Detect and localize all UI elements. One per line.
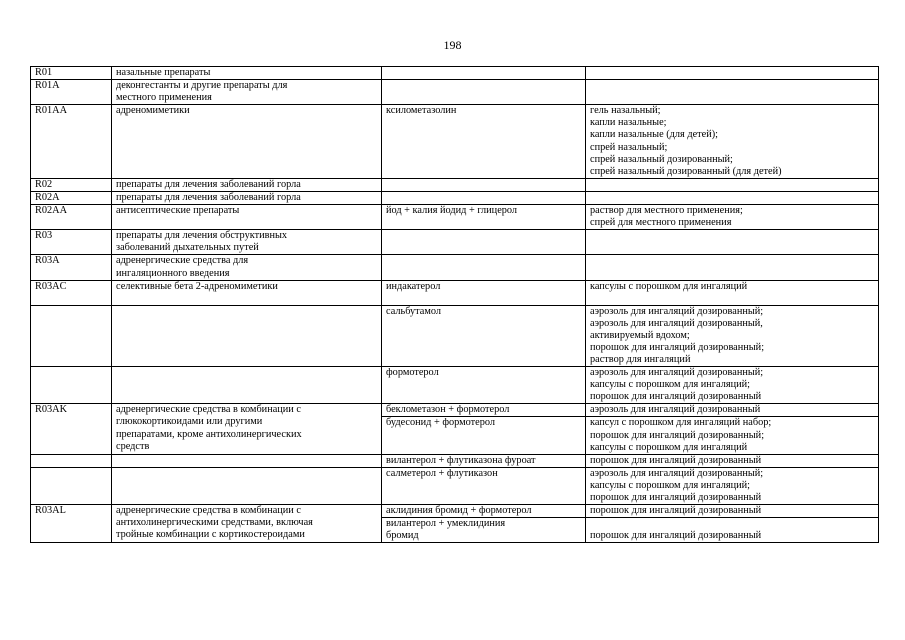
table-row [31,404,879,417]
dosage-form-cell: аэрозоль для ингаляций дозированный [586,404,879,417]
table-row [31,280,879,305]
drug-name-cell: йод + калия йодид + глицерол [382,205,586,230]
dosage-form-cell: аэрозоль для ингаляций дозированный; аэрозоль для ингаляций дозированный, активируемый вдохом; порошок для ингаляций дозированный; раствор для ингаляций [586,305,879,366]
dosage-form-cell [586,191,879,204]
drug-name-cell: будесонид + формотерол [382,417,586,454]
group-name-cell: назальные препараты [112,67,382,80]
dosage-form-cell: порошок для ингаляций дозированный [586,505,879,518]
drug-name-cell: вилантерол + флутиказона фуроат [382,454,586,467]
group-name-cell [112,454,382,467]
drug-classification-table [30,66,879,543]
dosage-form-cell [586,230,879,255]
dosage-form-cell: аэрозоль для ингаляций дозированный; капсулы с порошком для ингаляций; порошок для ингаляций дозированный [586,467,879,504]
dosage-form-cell [586,178,879,191]
drug-name-cell: аклидиния бромид + формотерол [382,505,586,518]
group-name-cell: адренергические средства для ингаляционного введения [112,255,382,280]
table-row [31,205,879,230]
table-row [31,454,879,467]
table-row [31,255,879,280]
atc-code-cell: R03AC [31,280,112,305]
dosage-form-cell: гель назальный; капли назальные; капли назальные (для детей); спрей назальный; спрей назальный дозированный; спрей назальный дозированный (для детей) [586,105,879,179]
table-row [31,191,879,204]
dosage-form-cell: аэрозоль для ингаляций дозированный; капсулы с порошком для ингаляций; порошок для ингаляций дозированный [586,367,879,404]
atc-code-cell: R01A [31,80,112,105]
table-row [31,178,879,191]
drug-name-cell: салметерол + флутиказон [382,467,586,504]
atc-code-cell: R03AK [31,404,112,454]
dosage-form-cell [586,80,879,105]
dosage-form-cell [586,255,879,280]
atc-code-cell [31,305,112,366]
atc-code-cell: R02A [31,191,112,204]
table-row [31,67,879,80]
drug-name-cell [382,178,586,191]
group-name-cell [112,467,382,504]
table-row [31,105,879,179]
table-row [31,305,879,366]
table-row [31,80,879,105]
group-name-cell: адренергические средства в комбинации с антихолинергическими средствами, включая тройные комбинации с кортикостероидами [112,505,382,543]
atc-code-cell [31,467,112,504]
dosage-form-cell: порошок для ингаляций дозированный [586,454,879,467]
atc-code-cell: R01 [31,67,112,80]
group-name-cell: адреномиметики [112,105,382,179]
atc-code-cell [31,367,112,404]
table-row [31,230,879,255]
group-name-cell [112,367,382,404]
drug-name-cell: вилантерол + умеклидиния бромид [382,518,586,543]
group-name-cell: деконгестанты и другие препараты для местного применения [112,80,382,105]
atc-code-cell: R03AL [31,505,112,543]
atc-code-cell [31,454,112,467]
drug-name-cell: сальбутамол [382,305,586,366]
atc-code-cell: R03A [31,255,112,280]
drug-name-cell [382,191,586,204]
dosage-form-cell: капсул с порошком для ингаляций набор; порошок для ингаляций дозированный; капсулы с порошком для ингаляций [586,417,879,454]
group-name-cell: препараты для лечения заболеваний горла [112,178,382,191]
atc-code-cell: R01AA [31,105,112,179]
group-name-cell: селективные бета 2-адреномиметики [112,280,382,305]
drug-name-cell [382,255,586,280]
drug-name-cell: индакатерол [382,280,586,305]
drug-name-cell: ксилометазолин [382,105,586,179]
dosage-form-cell: раствор для местного применения; спрей для местного применения [586,205,879,230]
group-name-cell [112,305,382,366]
drug-name-cell [382,67,586,80]
group-name-cell: препараты для лечения заболеваний горла [112,191,382,204]
drug-name-cell [382,80,586,105]
dosage-form-cell: порошок для ингаляций дозированный [586,518,879,543]
dosage-form-cell: капсулы с порошком для ингаляций [586,280,879,305]
dosage-form-cell [586,67,879,80]
group-name-cell: антисептические препараты [112,205,382,230]
table-row [31,505,879,518]
atc-code-cell: R03 [31,230,112,255]
drug-name-cell: формотерол [382,367,586,404]
drug-name-cell [382,230,586,255]
table-row [31,367,879,404]
drug-name-cell: беклометазон + формотерол [382,404,586,417]
page-number: 198 [443,38,462,52]
atc-code-cell: R02 [31,178,112,191]
group-name-cell: адренергические средства в комбинации с глюкокортикоидами или другими препаратами, кроме антихолинергических средств [112,404,382,454]
table-row [31,467,879,504]
atc-code-cell: R02AA [31,205,112,230]
group-name-cell: препараты для лечения обструктивных заболеваний дыхательных путей [112,230,382,255]
